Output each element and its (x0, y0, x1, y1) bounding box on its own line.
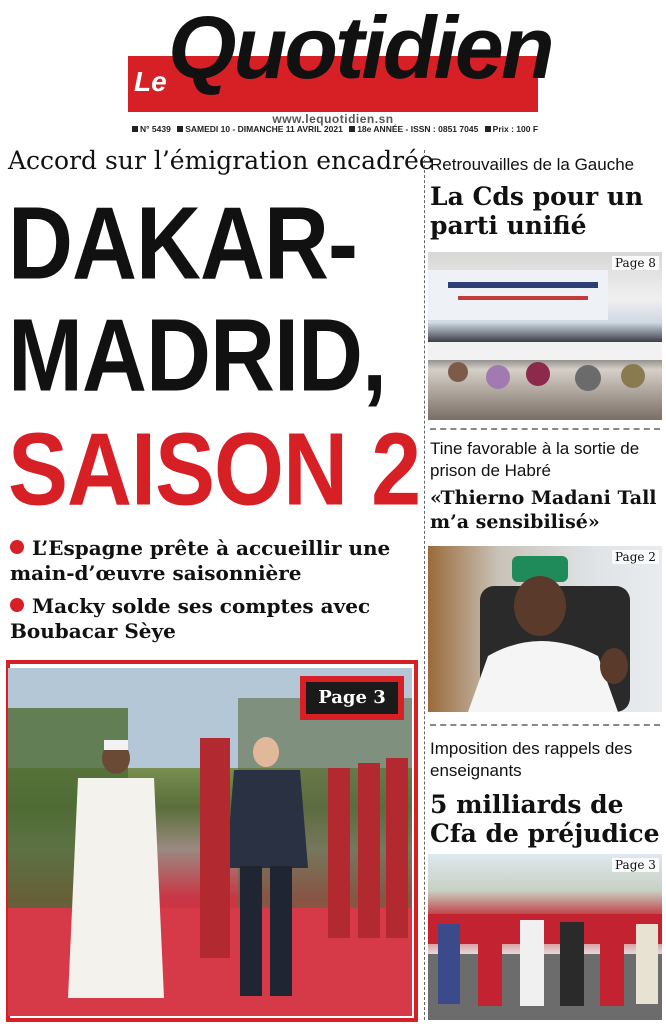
story1-kicker: Retrouvailles de la Gauche (430, 155, 635, 174)
issue-date: SAMEDI 10 - DIMANCHE 11 AVRIL 2021 (185, 124, 343, 134)
story2-headline[interactable]: «Thierno Madani Tall m’a sensibilisé» (430, 487, 657, 533)
story2-kicker: Tine favorable à la sortie de prison de Habré (430, 439, 640, 480)
headline-line-3[interactable]: SAISON 2 (8, 412, 421, 528)
story2-page[interactable]: Page 2 (612, 550, 659, 564)
logo-title: Quotidien (168, 0, 552, 97)
main-photo-illustration (8, 668, 412, 1016)
story1-headline[interactable]: La Cds pour un parti unifié (430, 182, 644, 240)
main-page-tag[interactable]: Page 3 (306, 682, 398, 714)
headline-line-2[interactable]: MADRID, (8, 298, 386, 414)
story3-photo[interactable] (428, 854, 662, 1020)
issue-number: N° 5439 (140, 124, 171, 134)
story3-kicker: Imposition des rappels des enseignants (430, 739, 633, 780)
issue-price: Prix : 100 F (492, 124, 539, 134)
story2-photo-illustration (428, 546, 662, 712)
story3-headline[interactable]: 5 milliards de Cfa de préjudice (430, 790, 660, 848)
logo-le: Le (134, 66, 167, 97)
bullet-dot-icon (10, 540, 24, 554)
bullet-item: L’Espagne prête à accueillir une main-d’œuvre saisonnière (10, 536, 391, 585)
column-divider (424, 150, 426, 1020)
story3-page[interactable]: Page 3 (612, 858, 659, 872)
story-separator (430, 724, 660, 726)
story2-photo[interactable] (428, 546, 662, 712)
bullet-item: Macky solde ses comptes avec Boubacar Sèye (10, 594, 371, 643)
main-kicker: Accord sur l’émigration encadrée (8, 146, 434, 175)
issue-info-bar (128, 124, 538, 134)
story-separator (430, 428, 660, 430)
main-photo[interactable] (8, 668, 412, 1016)
headline-line-1[interactable]: DAKAR- (8, 186, 357, 302)
story3-photo-illustration (428, 854, 662, 1020)
website-url[interactable]: www.lequotidien.sn (272, 112, 394, 126)
story1-photo-illustration (428, 252, 662, 420)
story1-photo[interactable] (428, 252, 662, 420)
bullet-dot-icon (10, 598, 24, 612)
issue-year: 18e ANNÉE - ISSN : 0851 7045 (357, 124, 479, 134)
story1-page[interactable]: Page 8 (612, 256, 659, 270)
